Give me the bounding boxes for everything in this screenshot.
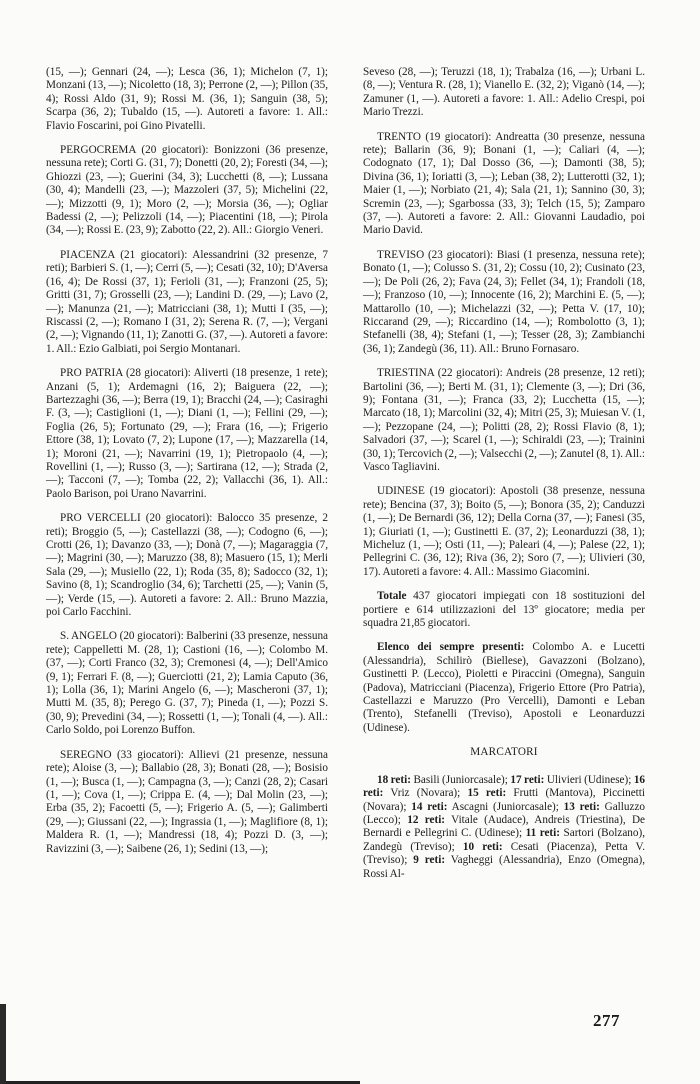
marcatori-goals-label: 11 reti:: [525, 827, 560, 840]
marcatori-scorers: Basili (Juniorcasale);: [410, 773, 511, 786]
totale-text: 437 giocatori impiegati con 18 sostituzioni del portiere e 614 utilizzazioni del 13º giocatore; media per squadra 21,85 giocatori.: [363, 590, 645, 630]
marcatori-scorers: Cesati (Piacenza), Petta V. (Treviso);: [363, 840, 645, 867]
team-seregno-continued: Seveso (28, —); Teruzzi (18, 1); Trabalza (16, —); Urbani L. (8, —); Ventura R. (28, 1); Vianello E. (32, 2); Viganò (14, —); Zamuner (1, —). Autoreti a favore: 1. All.: Adelio Crespi, poi Mario Trezzi.: [363, 66, 645, 119]
paragraph-intro: (15, —); Gennari (24, —); Lesca (36, 1); Michelon (7, 1); Monzani (13, —); Nicoletto (18, 3); Perrone (2, —); Pillon (35, 4); Rossi Aldo (31, 9); Rossi M. (36, 1); Sanguin (38, 5); Scarpa (36, 2); Tubaldo (15, —). Autoreti a favore: 1. All.: Flavio Foscarini, poi Gino Pivatelli.: [46, 66, 328, 132]
marcatori-goals-label: 13 reti:: [563, 800, 600, 813]
marcatori-goals-label: 16 reti:: [363, 773, 646, 800]
marcatori-scorers: Vriz (Novara);: [383, 787, 468, 800]
team-seregno: SEREGNO (33 giocatori): Allievi (21 presenze, nessuna rete); Aloise (3, —); Ballabio (28, 3); Bonati (28, —); Bosisio (1, —); Busca (1, —); Campagna (3, —); Canzi (28, 2); Casari (1, —); Cova (1, —); Crippa E. (4, —); Dal Molin (23, —); Erba (35, 2); Facoetti (5, —); Frigerio A. (5, —); Galimberti (29, —); Giussani (22, —); Ingrassia (1, —); Maglifiore (8, 1); Maldera R. (1, —); Mandressi (18, 4); Pozzi D. (3, —); Ravizzini (3, —); Saibene (26, 1); Sedini (13, —);: [46, 748, 328, 855]
team-pergocrema: PERGOCREMA (20 giocatori): Bonizzoni (36 presenze, nessuna rete); Corti G. (31, 7); Donetti (20, 2); Foresti (34, —); Ghiozzi (23, —); Guerini (34, 3); Lucchetti (8, —); Lussana (30, 4); Mandelli (23, —); Mazzoleri (37, 5); Michelini (22, —); Mizzotti (9, 1); Moro (2, —); Morsia (36, —); Ogliar Badessi (2, —); Pelizzoli (14, —); Piacentini (18, —); Pirola (34, —); Rossi E. (23, 9); Zabotto (22, 2). All.: Giorgio Veneri.: [46, 144, 328, 237]
team-trento: TRENTO (19 giocatori): Andreatta (30 presenze, nessuna rete); Ballarin (36, 9); Bonani (1, —); Caliari (4, —); Codognato (17, 1); Dal Dosso (36, —); Damonti (38, 5); Divina (36, 1); Ioriatti (3, —); Leban (38, 2); Lutterotti (32, 1); Maier (1, —); Norbiato (21, 4); Sala (21, 1); Sannino (30, 3); Scremin (23, —); Sgarbossa (33, 3); Telch (15, 5); Zamparo (37, —). Autoreti a favore: 2. All.: Giovanni Laudadio, poi Mario David.: [363, 130, 645, 237]
marcatori-goals-label: 18 reti:: [377, 773, 411, 786]
marcatori-goals-label: 12 reti:: [407, 813, 446, 826]
team-triestina: TRIESTINA (22 giocatori): Andreis (28 presenze, 12 reti); Bartolini (36, —); Berti M. (31, 1); Clemente (3, —); Dri (36, 9); Fontana (31, —); Franca (33, 2); Lucchetta (15, —); Marcato (18, 1); Marcolini (32, 4); Mitri (25, 3); Muiesan V. (1, —); Pezzopane (24, —); Politti (28, 2); Rossi Flavio (8, 1); Salvadori (37, —); Scarel (1, —); Schiraldi (23, —); Trainini (30, 1); Tercovich (2, —); Valsecchi (2, —); Zanutel (8, 1). All.: Vasco Tagliavini.: [363, 367, 645, 473]
marcatori-goals-label: 15 reti:: [467, 787, 507, 800]
team-s-angelo: S. ANGELO (20 giocatori): Balberini (33 presenze, nessuna rete); Cappelletti M. (28, 1); Castioni (16, —); Colombo M. (37, —); Corti Franco (32, 3); Cremonesi (4, —); Dell'Amico (9, 1); Ferrari F. (8, —); Guerciotti (21, 2); Lamia Caputo (36, 1); Lolla (36, 1); Marini Angelo (6, —); Mascheroni (37, 1); Mutti M. (35, 8); Perego G. (37, 7); Pineda (1, —); Pozzi S. (30, 9); Prevedini (34, —); Rossetti (1, —); Tonali (4, —). All.: Carlo Soldo, poi Lorenzo Buffon.: [46, 630, 328, 737]
marcatori-goals-label: 14 reti:: [411, 800, 448, 813]
marcatori-scorers: Vagheggi (Alessandria), Enzo (Omegna), Rossi Al-: [363, 854, 645, 880]
marcatori-scorers: Galluzzo (Lecco);: [363, 800, 646, 826]
marcatori-scorers: Ascagni (Juniorcasale);: [447, 800, 564, 813]
marcatori-paragraph: [363, 774, 645, 881]
marcatori-scorers: Frutti (Mantova), Piccinetti (Novara);: [363, 787, 645, 813]
right-column: [363, 66, 645, 892]
team-treviso: TREVISO (23 giocatori): Biasi (1 presenza, nessuna rete); Bonato (1, —); Colusso S. (31, 2); Cossu (10, 2); Cusinato (23, —); De Poli (26, 2); Fava (24, 3); Fellet (34, 1); Frandoli (18, —); Franzoso (10, —); Innocente (16, 2); Marchini E. (5, —); Mattarollo (10, —); Michelazzi (32, —); Petta V. (17, 10); Riccarand (29, —); Riccardino (14, —); Rombolotto (3, 1); Stefanelli (38, 4); Stefani (1, —); Tesser (28, 3); Zambianchi (36, 1); Zandegù (36, 11). All.: Bruno Fornasaro.: [363, 248, 645, 355]
team-piacenza: PIACENZA (21 giocatori): Alessandrini (32 presenze, 7 reti); Barbieri S. (1, —); Cerri (5, —); Cesati (32, 10); D'Aversa (16, 4); De Rossi (37, 1); Ferioli (31, —); Franzoni (25, 5); Gritti (31, 7); Grosselli (23, —); Landini D. (29, —); Lavo (2, —); Manunza (21, —); Matricciani (38, 1); Mutti I (35, —); Riscassi (2, —); Romano I (31, 2); Serena R. (7, —); Vergani (2, —); Vignando (11, 1); Zanotti G. (37, —). Autoreti a favore: 1. All.: Ezio Galbiati, poi Sergio Montanari.: [46, 248, 328, 355]
team-pro-vercelli: PRO VERCELLI (20 giocatori): Balocco 35 presenze, 2 reti); Broggio (5, —); Castellazzi (38, —); Codogno (6, —); Crotti (26, 1); Davanzo (33, —); Donà (7, —); Magaraggia (7, —); Magrini (30, —); Maruzzo (38, 8); Masuero (15, 1); Merli Sala (29, —); Musiello (22, 1); Roda (35, 8); Sadocco (32, 1); Savino (8, 1); Scandroglio (34, 6); Tarchetti (25, —); Vanin (5, —); Verde (15, —). Autoreti a favore: 2. All.: Bruno Mazzia, poi Carlo Facchini.: [46, 512, 328, 619]
elenco-label: Elenco dei sempre presenti:: [377, 641, 525, 654]
page-binding-shadow: [0, 1004, 6, 1084]
elenco-paragraph: [363, 641, 645, 735]
marcatori-scorers: Sartori (Bolzano), Zandegù (Treviso);: [363, 827, 645, 853]
marcatori-scorers: Ulivieri (Udinese);: [544, 773, 634, 786]
page-number: 277: [593, 1011, 620, 1030]
marcatori-goals-label: 17 reti:: [510, 773, 545, 786]
marcatori-goals-label: 10 reti:: [462, 840, 503, 853]
totale-label: Totale: [377, 590, 407, 603]
elenco-text: Colombo A. e Lucetti (Alessandria), Schilirò (Biellese), Gavazzoni (Bolzano), Gustinetti P. (Lecco), Pioletti e Piraccini (Omegna), Sanguin (Padova), Matricciani (Piacenza), Frigerio Ettore (Pro Patria), Castellazzi e Maruzzo (Pro Vercelli), Damonti e Leban (Trento), Stefanelli (Treviso), Apostoli e Leonarduzzi (Udinese).: [363, 641, 645, 734]
totale-paragraph: [363, 590, 645, 630]
marcatori-heading: MARCATORI: [470, 746, 538, 759]
marcatori-scorers: Vitale (Audace), Andreis (Triestina), De Bernardi e Pellegrini C. (Udinese);: [363, 813, 646, 840]
left-column: [46, 66, 328, 867]
marcatori-goals-label: 9 reti:: [413, 854, 446, 867]
team-udinese: UDINESE (19 giocatori): Apostoli (38 presenze, nessuna rete); Bencina (37, 3); Boito (5, —); Bonora (35, 2); Canduzzi (1, —); De Bernardi (36, 12); Della Corna (37, —); Fanesi (35, 1); Giuriati (1, —); Gustinetti E. (37, 2); Leonarduzzi (38, 1); Micheluz (1, —); Osti (11, —); Paleari (4, —); Palese (22, 1); Pellegrini C. (36, 12); Riva (36, 2); Soro (7, —); Ulivieri (30, 17). Autoreti a favore: 4. All.: Massimo Giacomini.: [363, 485, 645, 578]
team-pro-patria: PRO PATRIA (28 giocatori): Aliverti (18 presenze, 1 rete); Anzani (5, 1); Ardemagni (16, 2); Baiguera (22, —); Bartezzaghi (36, —); Berra (19, 1); Bracchi (24, —); Casiraghi F. (3, —); Castiglioni (1, —); Diani (1, —); Fellini (29, —); Foglia (26, 5); Fortunato (29, —); Frara (16, —); Frigerio Ettore (38, 1); Lovato (7, 2); Lupone (17, —); Mazzarella (14, 1); Moroni (21, —); Navarrini (19, 1); Pietropaolo (4, —); Rovellini (1, —); Russo (3, —); Sartirana (12, —); Strada (2, —); Tacconi (7, —); Tomba (22, 2); Vallacchi (36, 1). All.: Paolo Barison, poi Urano Navarrini.: [46, 367, 328, 500]
